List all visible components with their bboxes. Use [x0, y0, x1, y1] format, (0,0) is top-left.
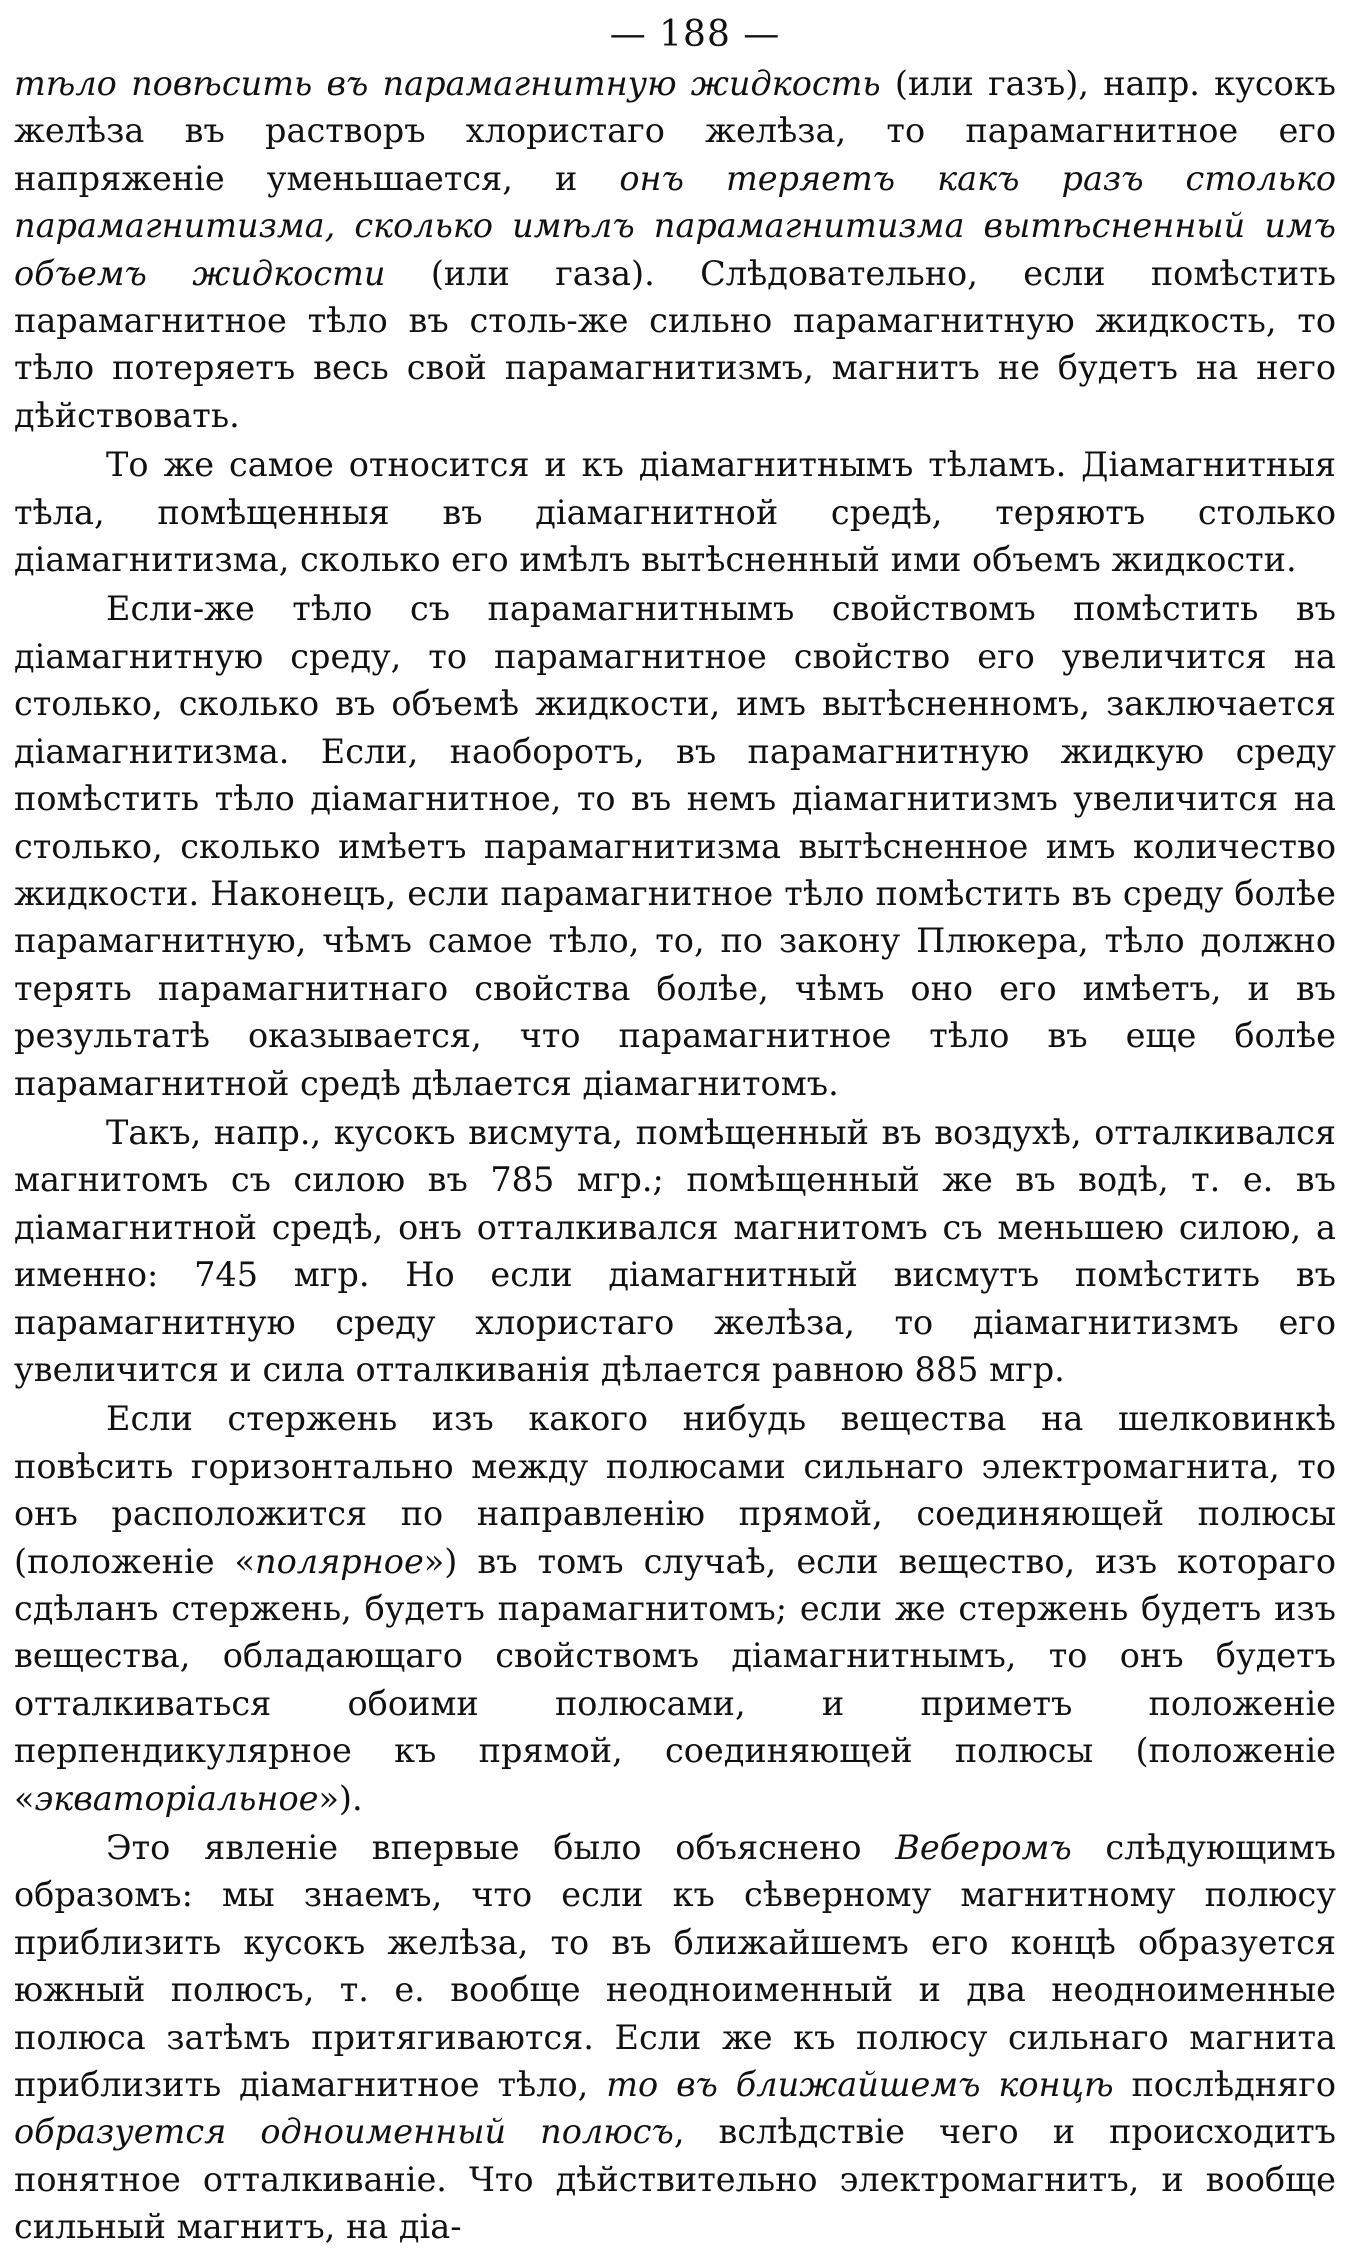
- paragraph: [14, 1395, 1336, 1822]
- paragraph: [14, 441, 1336, 583]
- text-run: (или газа). Слѣдовательно, если помѣстить парамагнитное тѣло въ столь-же сильно парамагнитную жидкость, то тѣло потеряетъ весь свой парамагнитизмъ, магнитъ не будетъ на него дѣйствовать.: [14, 253, 1336, 435]
- text-run: (или газъ), напр. кусокъ желѣза въ растворъ хлористаго желѣза, то парамагнитное его напряженіе уменьшается, и: [14, 64, 1336, 198]
- text-run: Если стержень изъ какого нибудь вещества на шелковинкѣ повѣсить горизонтально между полюсами сильнаго электромагнита, то онъ расположится по направленію прямой, соединяющей полюсы (положеніе «: [14, 1399, 1336, 1581]
- italic-text: экваторіальное: [34, 1778, 319, 1818]
- text-run: Это явленіе впервые было объяснено: [106, 1828, 896, 1868]
- text-run: Если-же тѣло съ парамагнитнымъ свойствомъ помѣстить въ діамагнитную среду, то парамагнитное свойство его увеличится на столько, сколько въ объемѣ жидкости, имъ вытѣсненномъ, заключается діамагнитизма. Если, наоборотъ, въ парамагнитную жидкую среду помѣстить тѣло діамагнитное, то въ немъ діамагнитизмъ увеличится на столько, сколько имѣетъ парамагнитизма вытѣсненное имъ количество жидкости. Наконецъ, если парамагнитное тѣло помѣстить въ среду болѣе парамагнитную, чѣмъ самое тѣло, то, по закону Плюкера, тѣло должно терять парамагнитнаго свойства болѣе, чѣмъ оно его имѣетъ, и въ результатѣ оказывается, что парамагнитное тѣло въ еще болѣе парамагнитной средѣ дѣлается діамагнитомъ.: [14, 589, 1336, 1103]
- paragraph: [14, 60, 1336, 439]
- text-run: Такъ, напр., кусокъ висмута, помѣщенный въ воздухѣ, отталкивался магнитомъ съ силою въ 785 мгр.; помѣщенный же въ водѣ, т. е. въ діамагнитной средѣ, онъ отталкивался магнитомъ съ меньшею силою, а именно: 745 мгр. Но если діамагнитный висмутъ помѣстить въ парамагнитную среду хлористаго желѣза, то діамагнитизмъ его увеличится и сила отталкиванія дѣлается равною 885 мгр.: [14, 1112, 1336, 1389]
- text-run: послѣдняго: [1113, 2065, 1336, 2105]
- text-run: , вслѣдствіе чего и происходитъ понятное отталкиваніе. Что дѣйствительно электромагнитъ, и вообще сильный магнитъ, на діа-: [14, 2112, 1336, 2247]
- italic-text: полярное: [255, 1541, 424, 1581]
- body-text: [14, 60, 1336, 2251]
- text-run: »).: [318, 1778, 363, 1818]
- italic-text: образуется одноименный полюсъ: [14, 2112, 674, 2152]
- paragraph: [14, 1824, 1336, 2251]
- italic-text: тѣло повѣсить въ парамагнитную жидкость: [14, 64, 881, 103]
- paragraph: [14, 585, 1336, 1106]
- italic-text: то въ ближайшемъ концѣ: [606, 2065, 1114, 2105]
- text-run: То же самое относится и къ діамагнитнымъ тѣламъ. Діамагнитныя тѣла, помѣщенныя въ діамагнитной средѣ, теряютъ столько діамагнитизма, сколько его имѣлъ вытѣсненный ими объемъ жидкости.: [14, 445, 1336, 580]
- text-run: слѣдующимъ образомъ: мы знаемъ, что если къ сѣверному магнитному полюсу приблизить кусокъ желѣза, то въ ближайшемъ его концѣ образуется южный полюсъ, т. е. вообще неодноименный и два неодноименные полюса затѣмъ притягиваются. Если же къ полюсу сильнаго магнита приблизить діамагнитное тѣло,: [14, 1828, 1336, 2105]
- paragraph: [14, 1109, 1336, 1393]
- italic-text: онъ теряетъ какъ разъ столько парамагнитизма, сколько имѣлъ парамагнитизма вытѣсненный имъ объемъ жидкости: [14, 158, 1336, 293]
- page-number: — 188 —: [609, 14, 781, 55]
- text-run: ») въ томъ случаѣ, если вещество, изъ котораго сдѣланъ стержень, будетъ парамагнитомъ; если же стержень будетъ изъ вещества, обладающаго свойствомъ діамагнитнымъ, то онъ будетъ отталкиваться обоими полюсами, и приметъ положеніе перпендикулярное къ прямой, соединяющей полюсы (положеніе «: [14, 1541, 1337, 1818]
- italic-text: Веберомъ: [895, 1828, 1072, 1868]
